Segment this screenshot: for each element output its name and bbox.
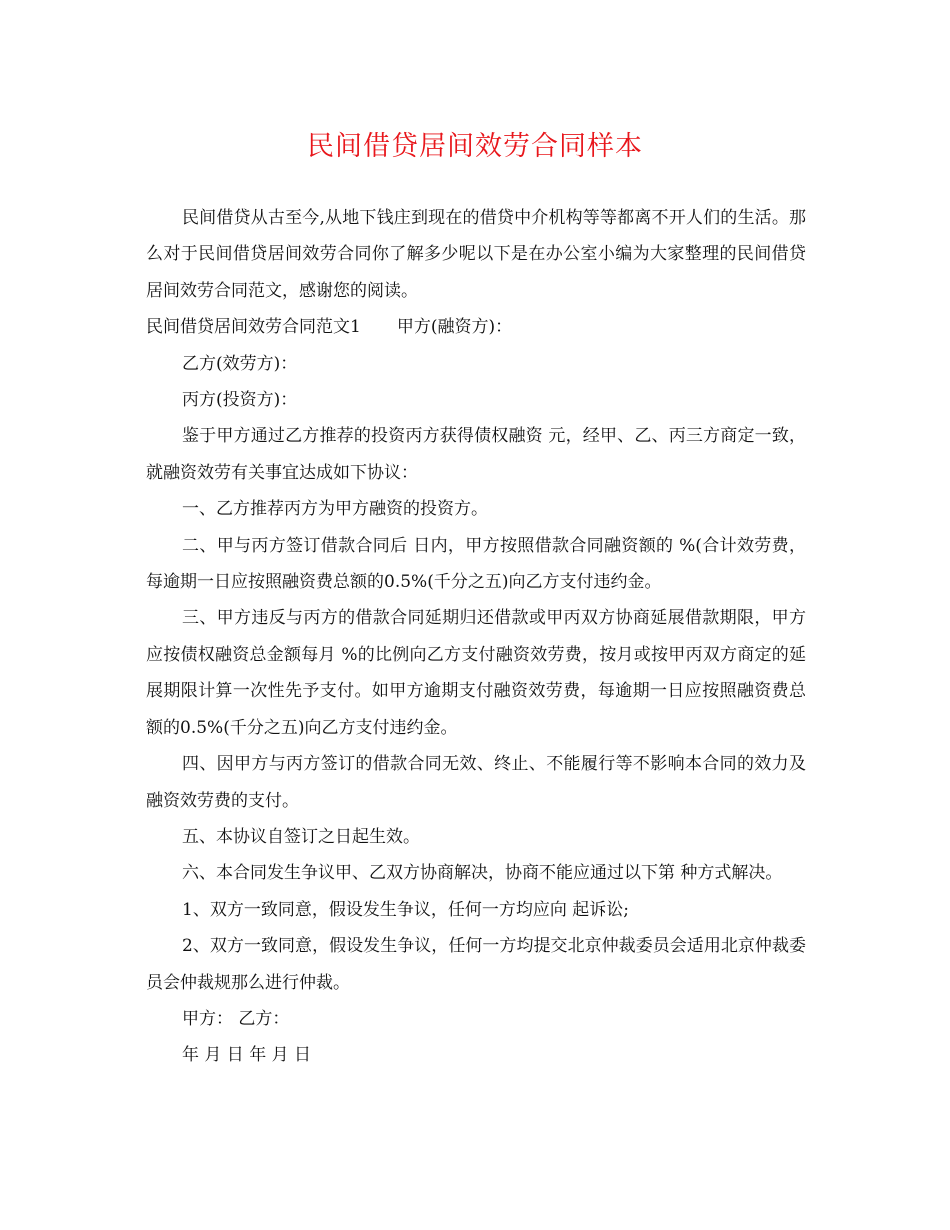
party-b-label: 乙方(效劳方)：: [182, 353, 298, 374]
clause-1: 一、乙方推荐丙方为甲方融资的投资方。: [182, 499, 488, 520]
document-title: 民间借贷居间效劳合同样本: [307, 131, 643, 162]
sample-heading: 民间借贷居间效劳合同范文1: [146, 317, 361, 338]
sample-heading-line: [146, 309, 806, 345]
clause-3: 三、甲方违反与丙方的借款合同延期归还借款或甲丙双方协商延展借款期限，甲方应按债权融资总金额每月 %的比例向乙方支付融资效劳费，按月或按甲丙双方商定的延展期限计算一次性先予支付。如甲方逾期支付融资效劳费，每逾期一日应按照融资费总额的0.5%(千分之五)向乙方支付违约金。: [146, 608, 806, 738]
clause-6-option-1: 1、双方一致同意，假设发生争议，任何一方均应向 起诉讼;: [182, 899, 629, 920]
intro-paragraph: 民间借贷从古至今,从地下钱庄到现在的借贷中介机构等等都离不开人们的生活。那么对于民间借贷居间效劳合同你了解多少呢以下是在办公室小编为大家整理的民间借贷居间效劳合同范文，感谢您的阅读。: [146, 208, 806, 301]
signature-line: 甲方： 乙方：: [182, 1008, 290, 1029]
clause-4: 四、因甲方与丙方签订的借款合同无效、终止、不能履行等不影响本合同的效力及融资效劳费的支付。: [146, 754, 806, 811]
clause-6-option-2: 2、双方一致同意，假设发生争议，任何一方均提交北京仲裁委员会适用北京仲裁委员会仲裁规那么进行仲裁。: [146, 936, 806, 993]
clause-2: 二、甲与丙方签订借款合同后 日内，甲方按照借款合同融资额的 %(合计效劳费，每逾期一日应按照融资费总额的0.5%(千分之五)向乙方支付违约金。: [146, 535, 806, 593]
party-a-label: 甲方(融资方)：: [396, 317, 513, 338]
party-c-label: 丙方(投资方)：: [182, 390, 298, 411]
date-line: 年 月 日 年 月 日: [182, 1045, 312, 1066]
preamble-paragraph: 鉴于甲方通过乙方推荐的投资丙方获得债权融资 元，经甲、乙、丙三方商定一致，就融资效劳有关事宜达成如下协议：: [146, 426, 806, 483]
clause-6: 六、本合同发生争议甲、乙双方协商解决，协商不能应通过以下第 种方式解决。: [182, 863, 783, 884]
document-body: [146, 200, 806, 1074]
clause-5: 五、本协议自签订之日起生效。: [182, 826, 420, 847]
